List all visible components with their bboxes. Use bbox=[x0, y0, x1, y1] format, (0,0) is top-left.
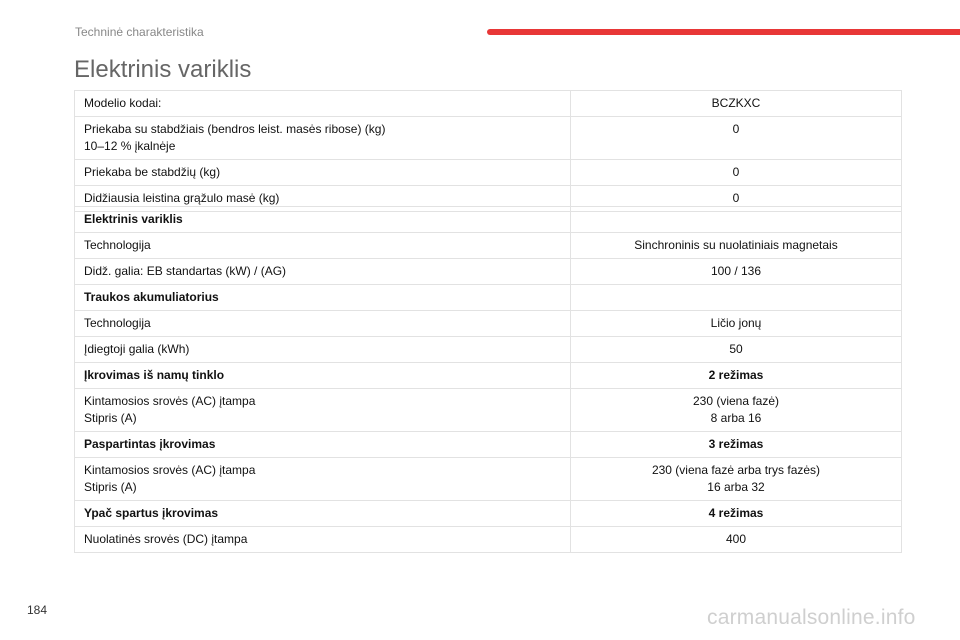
cell-text: 0 bbox=[732, 191, 740, 205]
table-cell-label bbox=[75, 311, 571, 337]
cell-text: 230 (viena fazė arba trys fazės) bbox=[651, 463, 821, 477]
table-row bbox=[75, 458, 902, 501]
cell-text: Ypač spartus įkrovimas bbox=[84, 506, 219, 520]
table-row bbox=[75, 259, 902, 285]
table-row bbox=[75, 527, 902, 553]
table-cell-value bbox=[571, 160, 902, 186]
table-row bbox=[75, 117, 902, 160]
table-cell-value bbox=[571, 285, 902, 311]
cell-text: 0 bbox=[732, 122, 740, 136]
table-row bbox=[75, 160, 902, 186]
cell-text: Įkrovimas iš namų tinklo bbox=[84, 368, 225, 382]
cell-text: 400 bbox=[725, 532, 747, 546]
cell-text: Modelio kodai: bbox=[84, 96, 162, 110]
table-cell-value bbox=[571, 363, 902, 389]
table-cell-value bbox=[571, 501, 902, 527]
table-cell-label bbox=[75, 285, 571, 311]
cell-text: 4 režimas bbox=[708, 506, 764, 520]
table-cell-value bbox=[571, 389, 902, 432]
table-cell-value bbox=[571, 259, 902, 285]
table-cell-label bbox=[75, 363, 571, 389]
cell-text: Paspartintas įkrovimas bbox=[84, 437, 216, 451]
table-cell-value bbox=[571, 527, 902, 553]
table-cell-value bbox=[571, 337, 902, 363]
table-cell-value bbox=[571, 458, 902, 501]
cell-text: 3 režimas bbox=[708, 437, 764, 451]
page-title: Elektrinis variklis bbox=[74, 56, 252, 83]
cell-text: 0 bbox=[732, 165, 740, 179]
table-row bbox=[75, 311, 902, 337]
table-cell-label bbox=[75, 501, 571, 527]
table-cell-label bbox=[75, 91, 571, 117]
table-cell-label bbox=[75, 389, 571, 432]
cell-text: 8 arba 16 bbox=[710, 411, 762, 425]
cell-text: Technologija bbox=[84, 316, 151, 330]
section-header: Techninė charakteristika bbox=[75, 25, 204, 39]
table-row bbox=[75, 91, 902, 117]
table-cell-label bbox=[75, 207, 571, 233]
header-accent-bar bbox=[487, 29, 960, 35]
cell-text: 230 (viena fazė) bbox=[692, 394, 780, 408]
table-row bbox=[75, 501, 902, 527]
table-cell-value bbox=[571, 233, 902, 259]
cell-text: Ličio jonų bbox=[710, 316, 762, 330]
cell-text: 2 režimas bbox=[708, 368, 764, 382]
cell-text: Stipris (A) bbox=[84, 411, 137, 425]
table-row bbox=[75, 389, 902, 432]
table-cell-value bbox=[571, 311, 902, 337]
cell-text: Technologija bbox=[84, 238, 151, 252]
table-cell-label bbox=[75, 432, 571, 458]
table-cell-label bbox=[75, 160, 571, 186]
cell-text: Stipris (A) bbox=[84, 480, 137, 494]
table-row bbox=[75, 233, 902, 259]
cell-text: Didžiausia leistina grąžulo masė (kg) bbox=[84, 191, 280, 205]
towing-spec-table bbox=[74, 90, 902, 212]
table-cell-label bbox=[75, 337, 571, 363]
cell-text: 50 bbox=[729, 342, 743, 356]
cell-text: Priekaba su stabdžiais (bendros leist. masės ribose) (kg) bbox=[84, 122, 386, 136]
cell-text: Kintamosios srovės (AC) įtampa bbox=[84, 394, 256, 408]
table-cell-value bbox=[571, 91, 902, 117]
cell-text: Nuolatinės srovės (DC) įtampa bbox=[84, 532, 248, 546]
table-cell-label bbox=[75, 259, 571, 285]
cell-text: Traukos akumuliatorius bbox=[84, 290, 219, 304]
cell-text: Sinchroninis su nuolatiniais magnetais bbox=[634, 238, 838, 252]
cell-text bbox=[580, 289, 892, 306]
cell-text bbox=[580, 211, 892, 228]
cell-text: Elektrinis variklis bbox=[84, 212, 183, 226]
table-cell-label bbox=[75, 527, 571, 553]
table-cell-label bbox=[75, 233, 571, 259]
table-cell-value bbox=[571, 117, 902, 160]
cell-text: Įdiegtoji galia (kWh) bbox=[84, 342, 190, 356]
table-cell-label bbox=[75, 117, 571, 160]
table-row bbox=[75, 432, 902, 458]
table-row bbox=[75, 337, 902, 363]
cell-text: Kintamosios srovės (AC) įtampa bbox=[84, 463, 256, 477]
electric-motor-spec-table bbox=[74, 206, 902, 553]
cell-text: Didž. galia: EB standartas (kW) / (AG) bbox=[84, 264, 287, 278]
table-cell-label bbox=[75, 458, 571, 501]
cell-text: 100 / 136 bbox=[710, 264, 762, 278]
cell-text: Priekaba be stabdžių (kg) bbox=[84, 165, 221, 179]
table-row bbox=[75, 285, 902, 311]
table-row bbox=[75, 207, 902, 233]
table-row bbox=[75, 363, 902, 389]
cell-text: BCZKXC bbox=[711, 96, 761, 110]
cell-text: 10–12 % įkalnėje bbox=[84, 139, 176, 153]
table-cell-value bbox=[571, 432, 902, 458]
cell-text: 16 arba 32 bbox=[707, 480, 765, 494]
page-number: 184 bbox=[27, 603, 48, 617]
watermark: carmanualsonline.info bbox=[707, 606, 916, 629]
table-cell-value bbox=[571, 207, 902, 233]
